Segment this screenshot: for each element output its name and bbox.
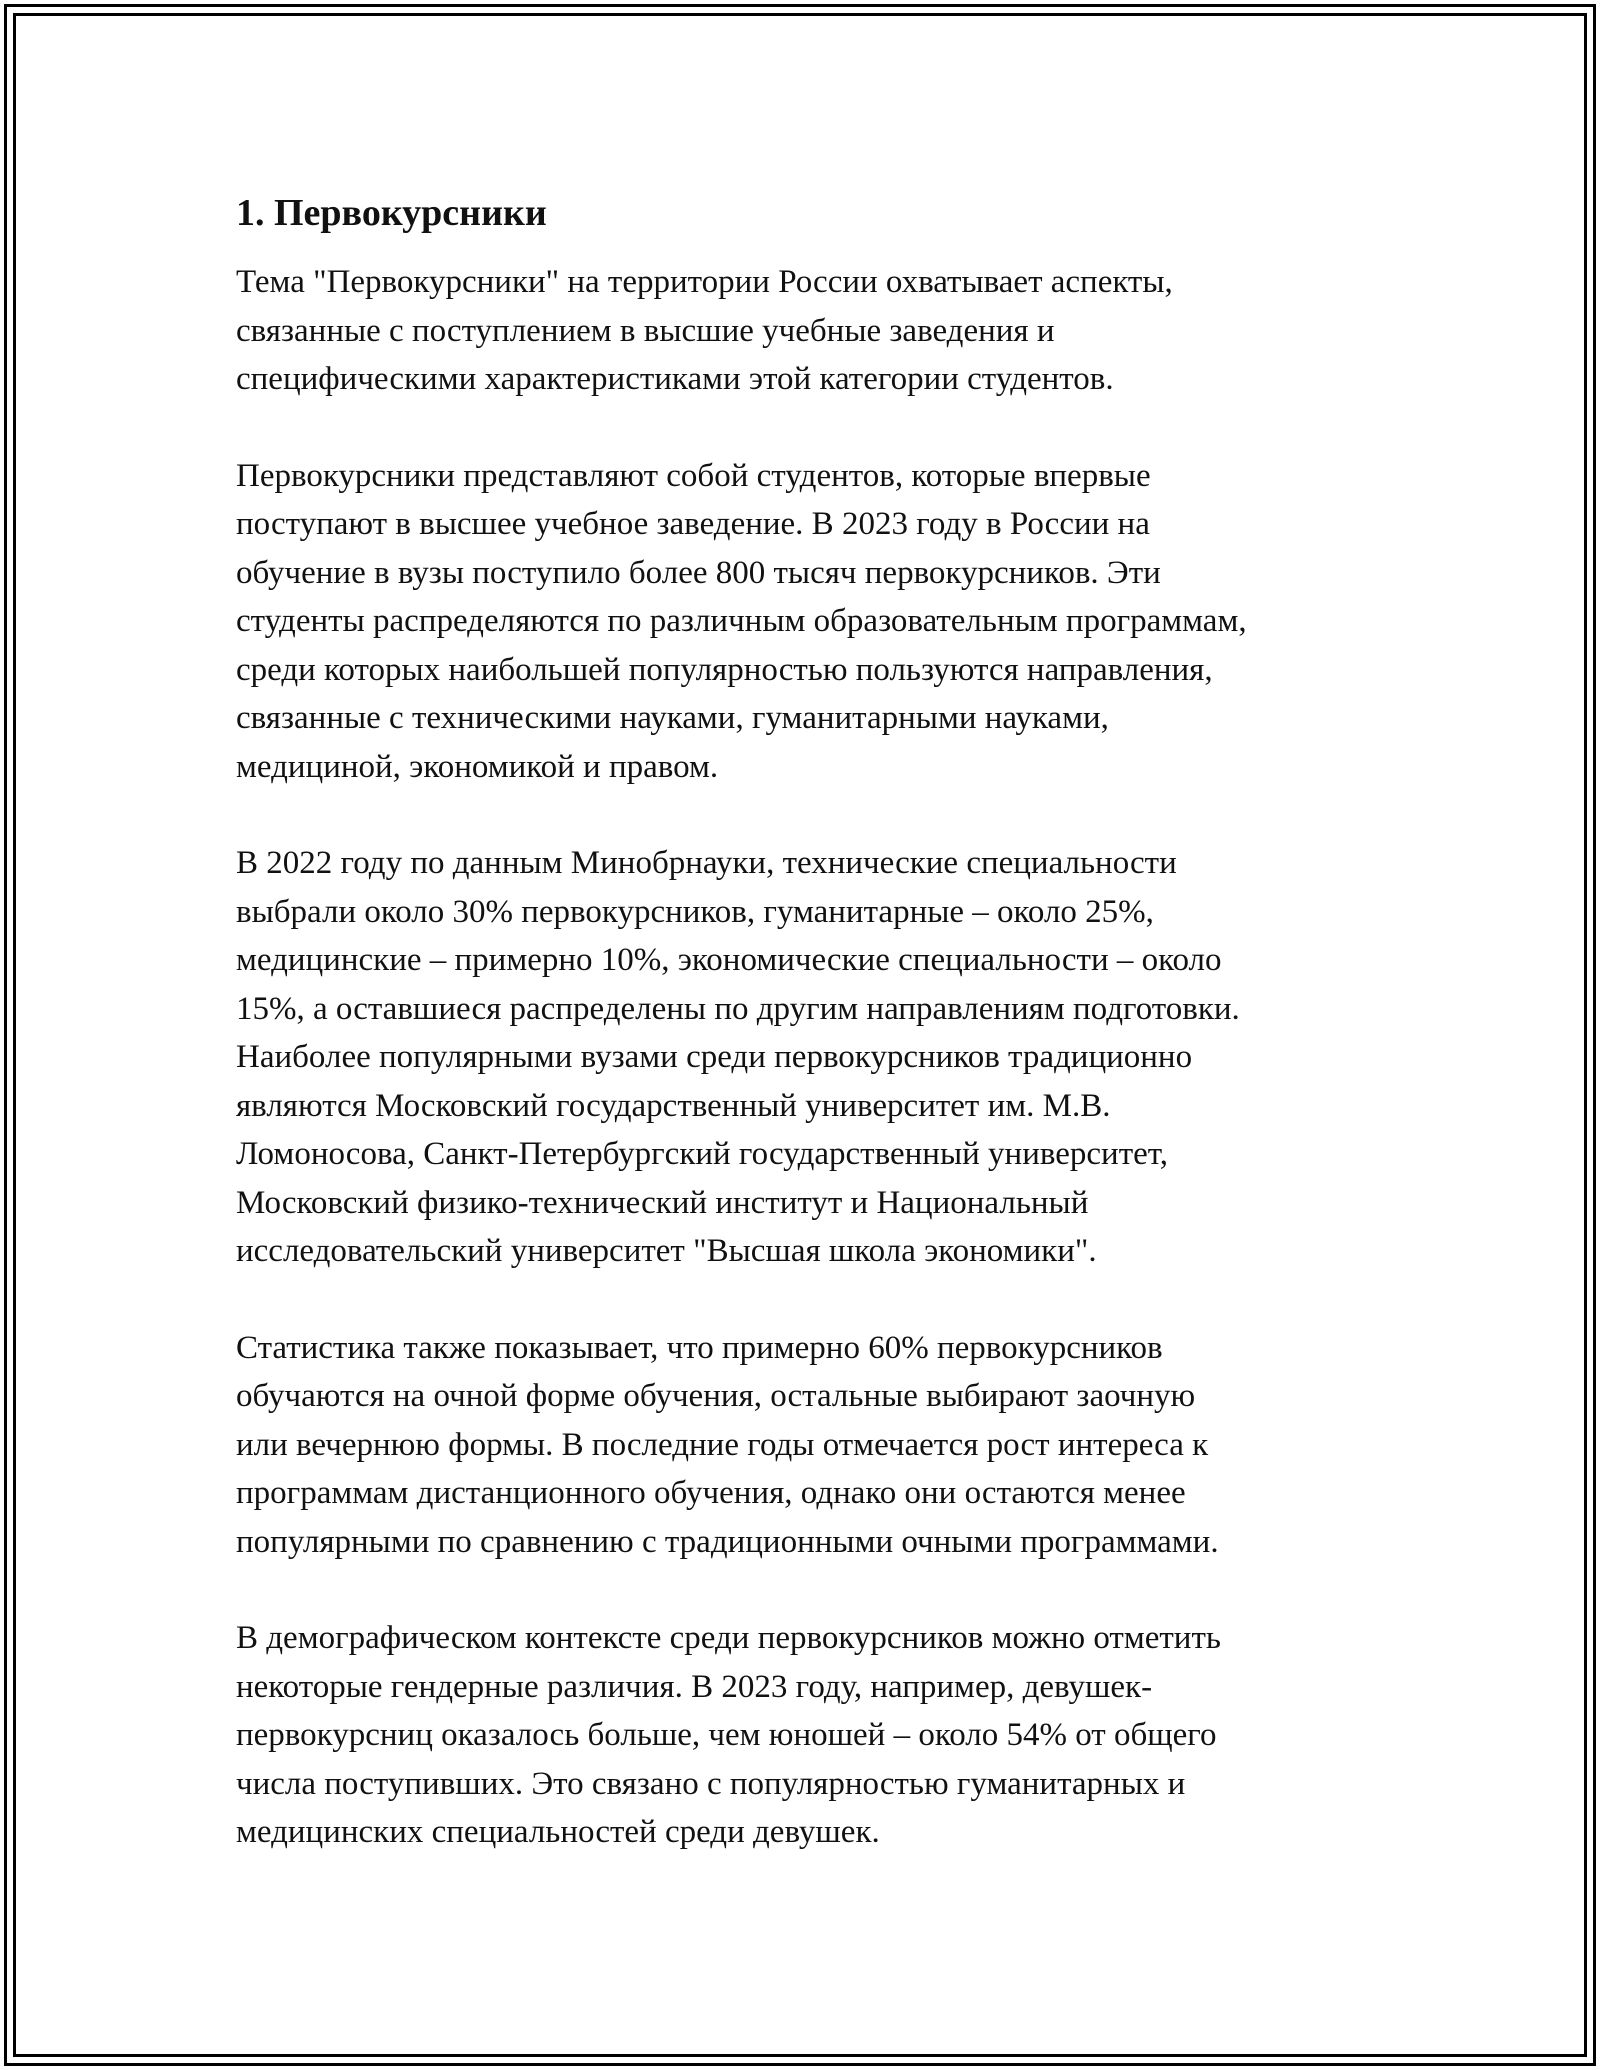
document-body <box>236 188 1386 1905</box>
paragraph-definition: Первокурсники представляют собой студентов, которые впервые поступают в высшее учебное заведение. В 2023 году в России на обучение в вузы поступило более 800 тысяч первокурсников. Эти студенты распределяются по различным образовательным программам, среди которых наибольшей популярностью пользуются направления, связанные с техническими науками, гуманитарными науками, медициной, экономикой и правом. <box>236 457 1247 785</box>
paragraph-specialties: В 2022 году по данным Минобрнауки, технические специальности выбрали около 30% первокурсников, гуманитарные – около 25%, медицинские – примерно 10%, экономические специальности – около 15%, а оставшиеся распределены по другим направлениям подготовки. Наиболее популярными вузами среди первокурсников традиционно являются Московский государственный университет им. М.В. Ломоносова, Санкт-Петербургский государственный университет, Московский физико-технический институт и Национальный исследовательский университет "Высшая школа экономики". <box>236 845 1240 1269</box>
paragraph-intro: Тема "Первокурсники" на территории России охватывает аспекты, связанные с поступлением в высшие учебные заведения и специфическими характеристиками этой категории студентов. <box>236 264 1173 397</box>
section-heading: 1. Первокурсники <box>236 192 547 234</box>
paragraph-demographics: В демографическом контексте среди первокурсников можно отметить некоторые гендерные различия. В 2023 году, например, девушек- первокурсниц оказалось больше, чем юношей – около 54% от общего числа поступивших. Это связано с популярностью гуманитарных и медицинских специальностей среди девушек. <box>236 1620 1221 1850</box>
paragraph-study-forms: Статистика также показывает, что примерно 60% первокурсников обучаются на очной форме обучения, остальные выбирают заочную или вечернюю формы. В последние годы отмечается рост интереса к программам дистанционного обучения, однако они остаются менее популярными по сравнению с традиционными очными программами. <box>236 1329 1219 1560</box>
